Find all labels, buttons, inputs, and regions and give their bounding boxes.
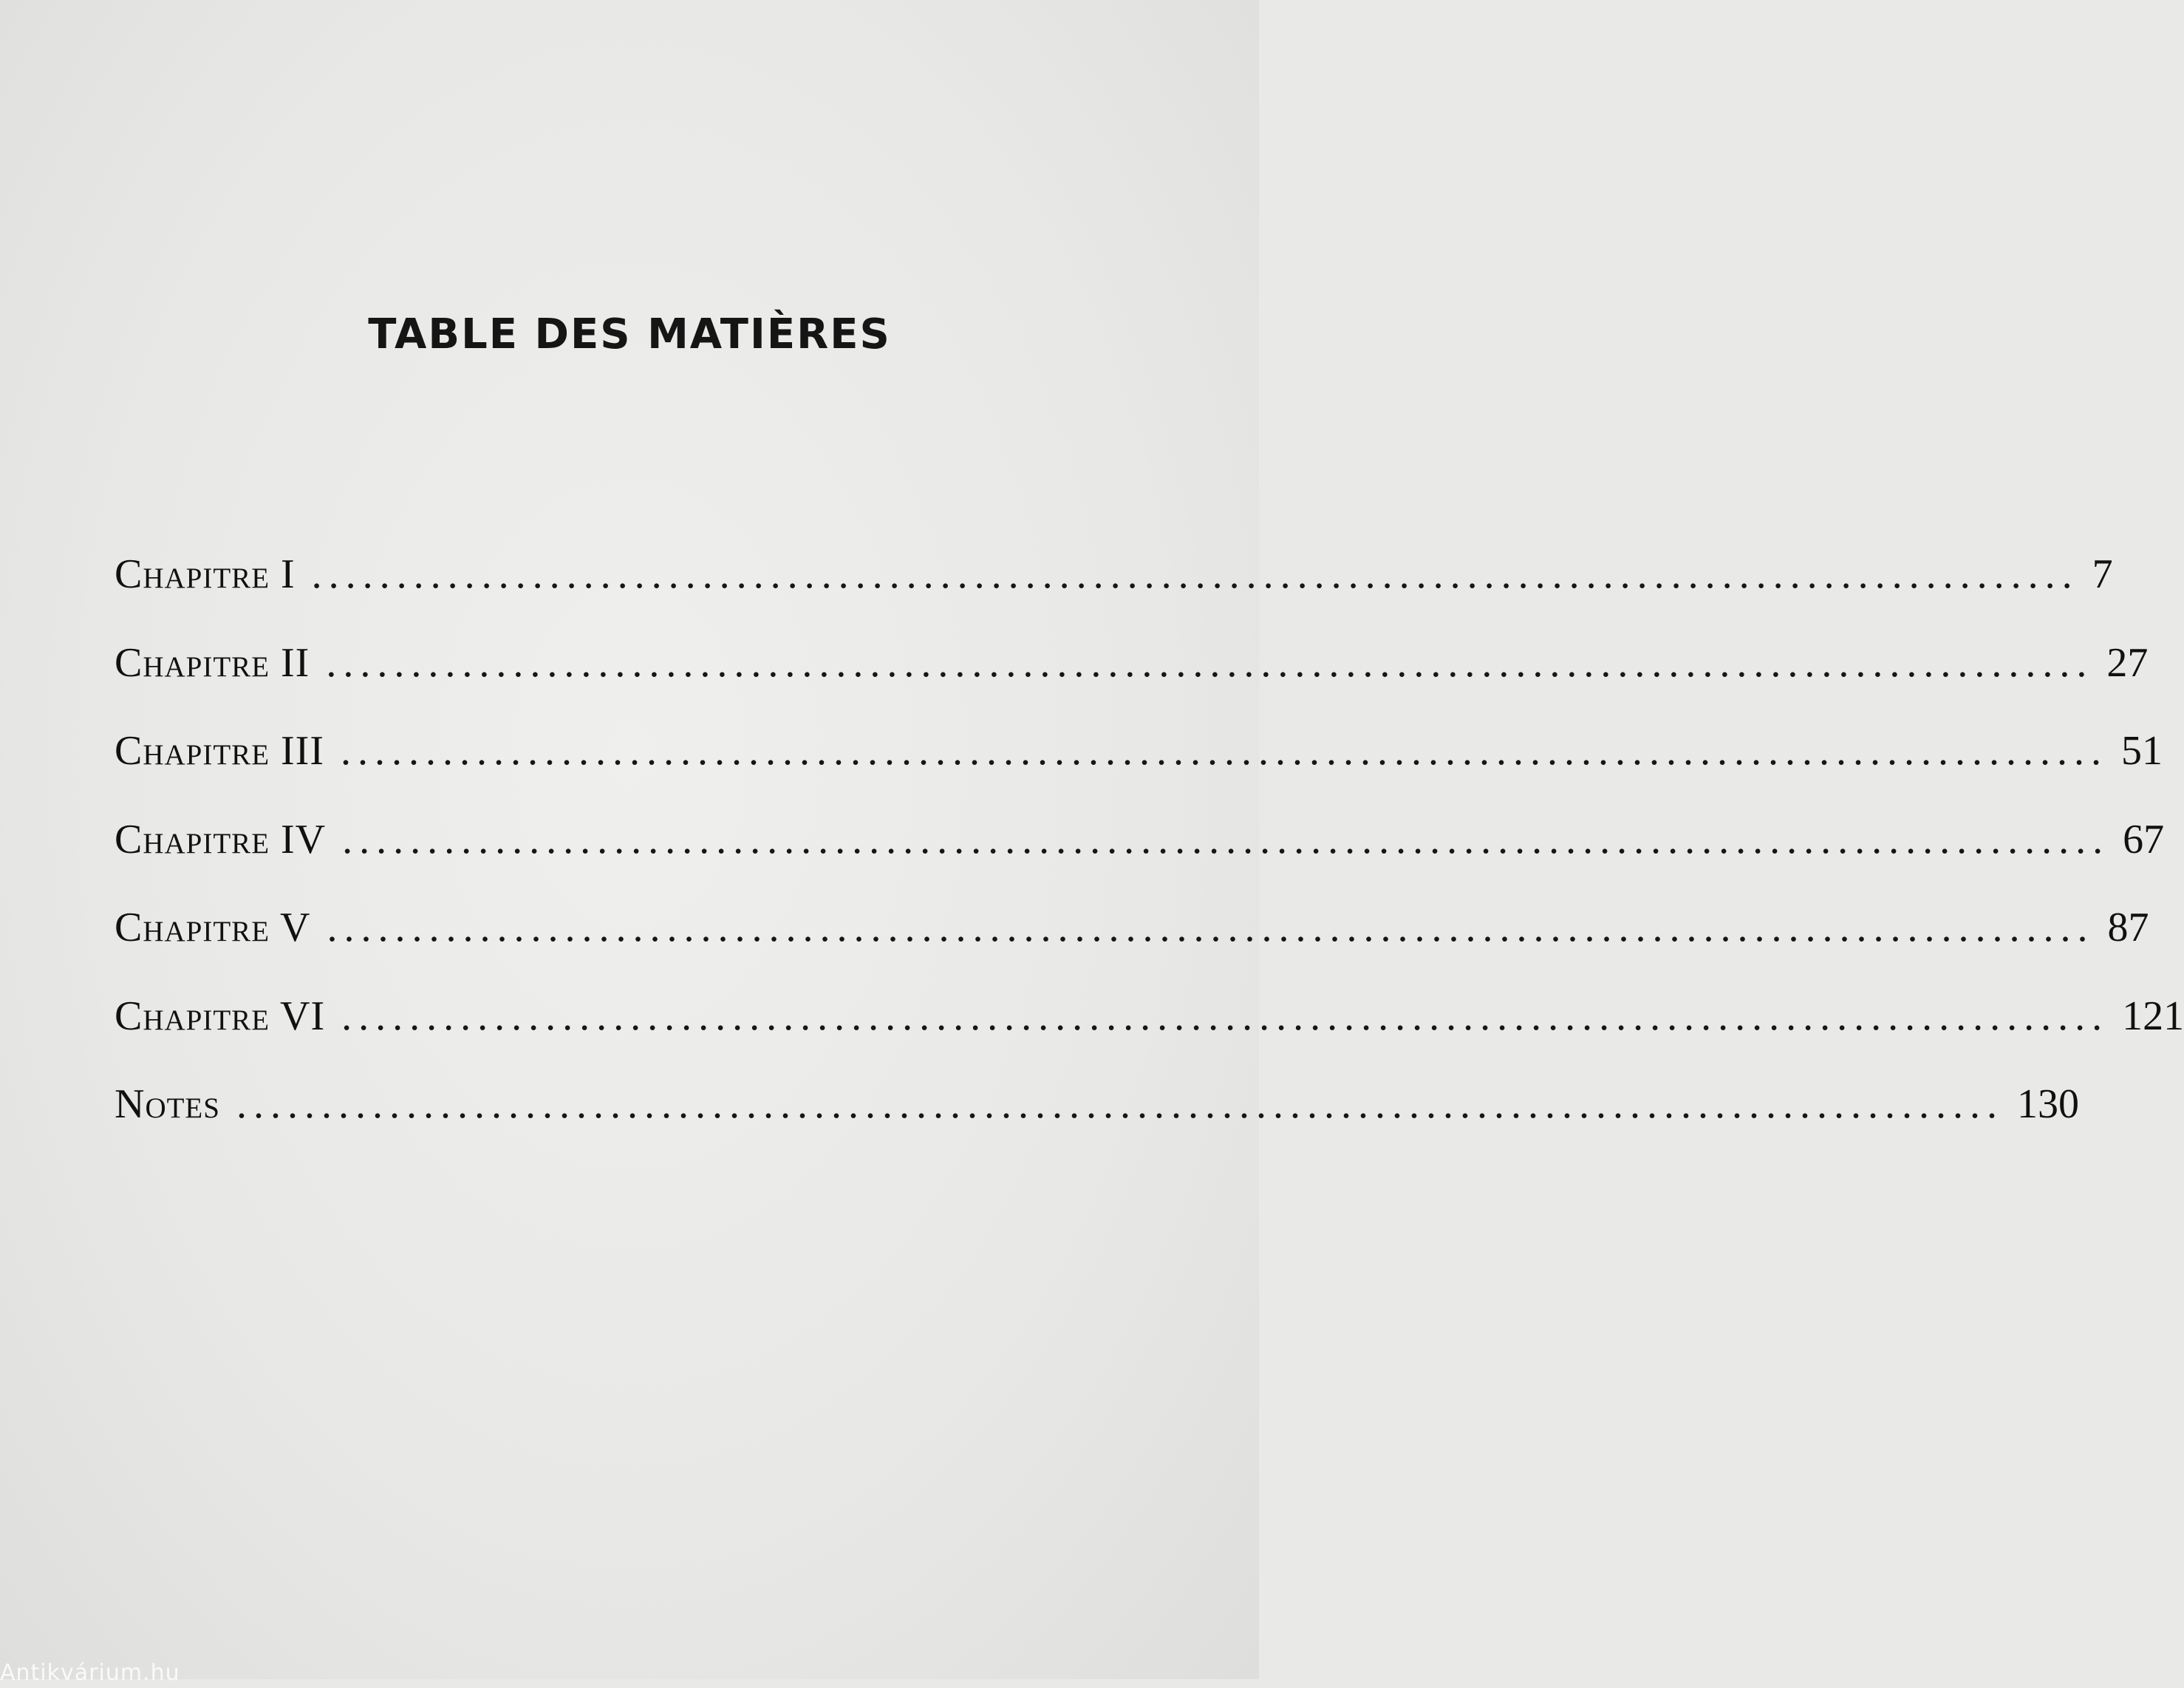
dot-leader: ........................................................................................................ [236, 1081, 2004, 1127]
table-of-contents [115, 551, 2184, 1169]
watermark: Antikvárium.hu [0, 1660, 180, 1686]
toc-entry-page: 67 [2123, 816, 2165, 862]
toc-entry-page: 51 [2120, 728, 2163, 774]
toc-entry-label: Chapitre VI [115, 993, 326, 1039]
dot-leader: ........................................................................................................ [340, 728, 2108, 774]
toc-entry-page: 87 [2107, 905, 2149, 950]
toc-entry-label: Chapitre IV [115, 816, 327, 862]
toc-entry-page: 27 [2106, 639, 2149, 686]
toc-entry-chapter-2 [115, 639, 2149, 728]
toc-heading: TABLE DES MATIÈRES [368, 310, 891, 358]
toc-entry-chapter-3 [115, 727, 2163, 816]
toc-entry-page: 7 [2092, 551, 2113, 597]
dot-leader: ........................................................................................................ [327, 905, 2095, 950]
dot-leader: ........................................................................................................ [341, 993, 2109, 1039]
toc-entry-label: Chapitre I [115, 551, 296, 597]
toc-entry-chapter-1 [115, 551, 2113, 639]
toc-entry-page: 121 [2122, 993, 2184, 1039]
dot-leader: ........................................................................................................ [311, 551, 2079, 597]
toc-entry-notes [115, 1080, 2079, 1169]
toc-entry-label: Notes [115, 1081, 220, 1127]
dot-leader: ........................................................................................................ [326, 639, 2094, 686]
toc-entry-chapter-6 [115, 993, 2184, 1081]
toc-entry-chapter-4 [115, 816, 2165, 905]
toc-entry-page: 130 [2016, 1081, 2079, 1127]
toc-entry-chapter-5 [115, 904, 2149, 993]
toc-entry-label: Chapitre V [115, 905, 311, 950]
dot-leader: ........................................................................................................ [342, 816, 2110, 862]
toc-entry-label: Chapitre III [115, 728, 324, 774]
toc-entry-label: Chapitre II [115, 639, 310, 686]
